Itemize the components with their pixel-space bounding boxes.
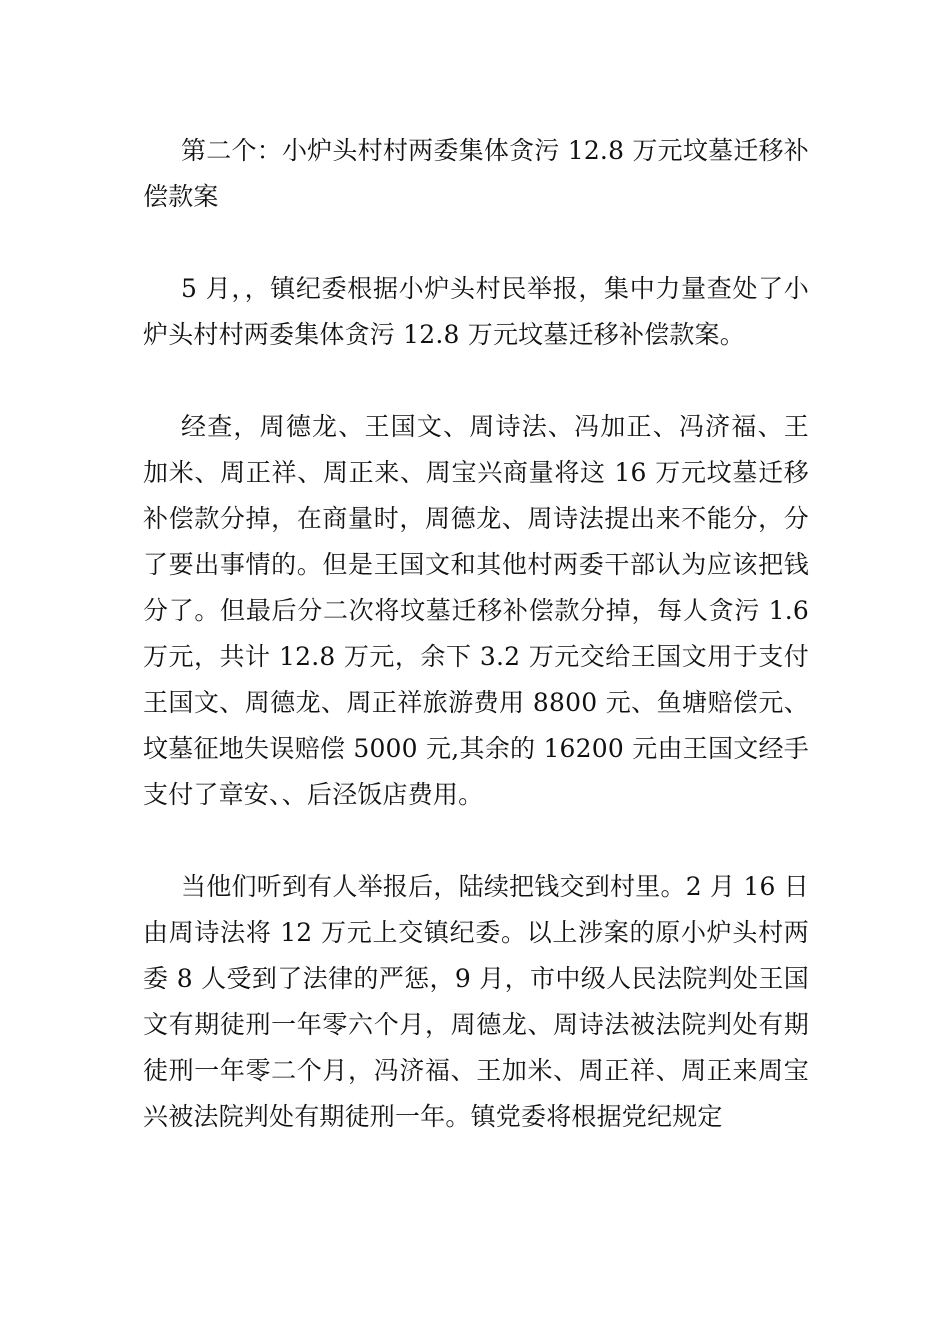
- investigation-paragraph: 经查，周德龙、王国文、周诗法、冯加正、冯济福、王加米、周正祥、周正来、周宝兴商量将这 16 万元坟墓迁移补偿款分掉，在商量时，周德龙、周诗法提出来不能分，分了要出事情的。但是王国文和其他村两委干部认为应该把钱分了。但最后分二次将坟墓迁移补偿款分掉，每人贪污 1.6 万元，共计 12.8 万元，余下 3.2 万元交给王国文用于支付王国文、周德龙、周正祥旅游费用 8800 元、鱼塘赔偿元、坟墓征地失误赔偿 5000 元,其余的 16200 元由王国文经手支付了章安、、后泾饭店费用。: [143, 412, 809, 809]
- document-page: [143, 128, 809, 1140]
- case-intro-paragraph: 5 月，，镇纪委根据小炉头村民举报，集中力量查处了小炉头村村两委集体贪污 12.8 万元坟墓迁移补偿款案。: [143, 274, 809, 349]
- sentencing-paragraph: 当他们听到有人举报后，陆续把钱交到村里。2 月 16 日由周诗法将 12 万元上交镇纪委。以上涉案的原小炉头村两委 8 人受到了法律的严惩，9 月，市中级人民法院判处王国文有期徒刑一年零六个月，周德龙、周诗法被法院判处有期徒刑一年零二个月，冯济福、王加米、周正祥、周正来周宝兴被法院判处有期徒刑一年。镇党委将根据党纪规定: [143, 872, 809, 1131]
- case-title-paragraph: 第二个：小炉头村村两委集体贪污 12.8 万元坟墓迁移补偿款案: [143, 136, 809, 211]
